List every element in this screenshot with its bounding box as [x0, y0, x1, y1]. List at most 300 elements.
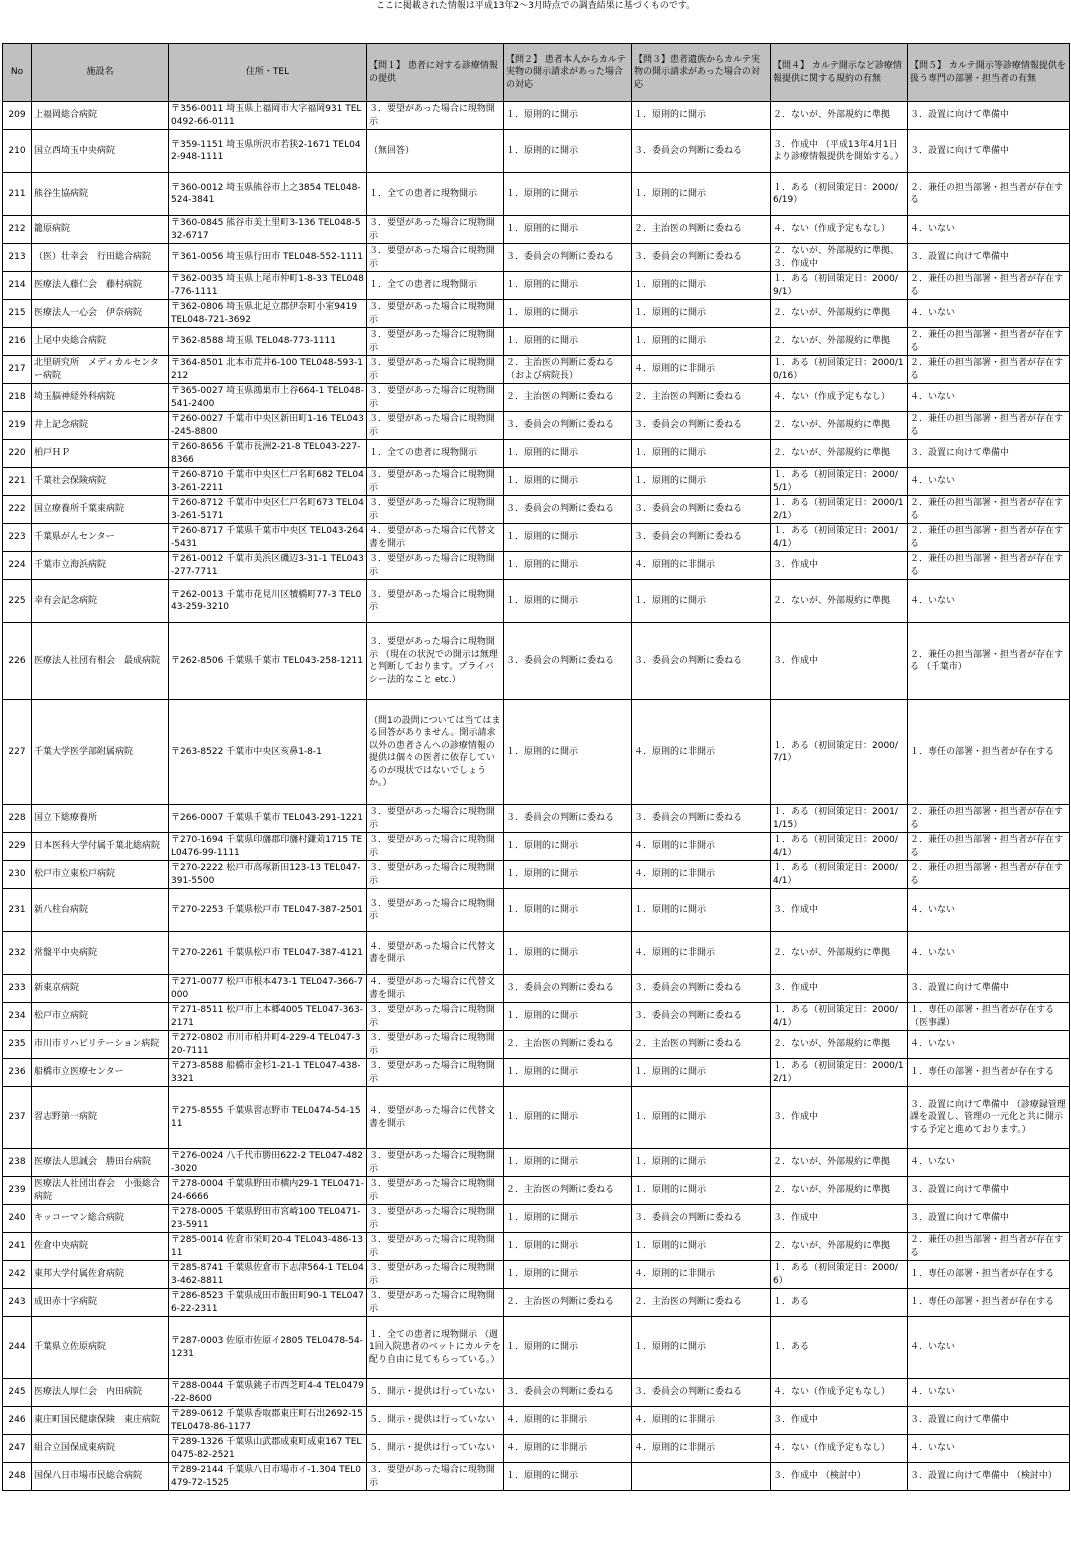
cell-address-tel: 〒266-0007 千葉県千葉市 TEL043-291-1221 [169, 805, 367, 833]
cell-q1: ３．要望があった場合に現物開示 （現在の状況での開示は無理と判断しております。プライバシー法的なこと etc.） [367, 623, 504, 700]
cell-no: 229 [3, 833, 32, 861]
cell-no: 235 [3, 1031, 32, 1059]
cell-q2: １．原則的に開示 [504, 130, 632, 173]
cell-q5: ４．いない [908, 580, 1070, 623]
cell-q4: ３．作成中 [771, 1087, 908, 1149]
cell-facility-name: 常盤平中央病院 [32, 932, 169, 975]
cell-q3: ４．原則的に非開示 [632, 1261, 771, 1289]
cell-q2: ４．原則的に非開示 [504, 1435, 632, 1463]
cell-q4: ４．ない（作成予定もなし） [771, 216, 908, 244]
cell-no: 244 [3, 1317, 32, 1379]
cell-q2: ３．委員会の判断に委ねる [504, 496, 632, 524]
cell-q3: １．原則的に開示 [632, 440, 771, 468]
cell-q3: ２．主治医の判断に委ねる [632, 1031, 771, 1059]
cell-q4: ２．ないが、外部規約に準拠 [771, 328, 908, 356]
table-row [3, 272, 1070, 300]
cell-address-tel: 〒364-8501 北本市荒井6-100 TEL048-593-1212 [169, 356, 367, 384]
cell-q1: １．全ての患者に現物開示 （週1回入院患者のベットにカルテを配り自由に見てもらっている。） [367, 1317, 504, 1379]
cell-q3: ３．委員会の判断に委ねる [632, 412, 771, 440]
cell-facility-name: 船橋市立医療センター [32, 1059, 169, 1087]
cell-address-tel: 〒356-0011 埼玉県上福岡市大字福岡931 TEL0492-66-0111 [169, 102, 367, 130]
cell-q2: １．原則的に開示 [504, 102, 632, 130]
cell-q3: １．原則的に開示 [632, 300, 771, 328]
cell-q5: ２．兼任の担当部署・担当者が存在する [908, 833, 1070, 861]
cell-no: 225 [3, 580, 32, 623]
cell-facility-name: 東庄町国民健康保険 東庄病院 [32, 1407, 169, 1435]
cell-address-tel: 〒289-2144 千葉県八日市場市イ-1.304 TEL0479-72-1525 [169, 1463, 367, 1491]
cell-q5: ３．設置に向けて準備中 [908, 440, 1070, 468]
cell-q3: ３．委員会の判断に委ねる [632, 975, 771, 1003]
cell-facility-name: 医療法人一心会 伊奈病院 [32, 300, 169, 328]
table-row [3, 1059, 1070, 1087]
cell-q4: １．ある（初回策定日：2000/6） [771, 1261, 908, 1289]
cell-q3: １．原則的に開示 [632, 1149, 771, 1177]
cell-facility-name: 北里研究所 メディカルセンター病院 [32, 356, 169, 384]
cell-q3: ４．原則的に非開示 [632, 932, 771, 975]
cell-facility-name: 国立下総療養所 [32, 805, 169, 833]
cell-q2: ２．主治医の判断に委ねる [504, 1031, 632, 1059]
cell-q3: ４．原則的に非開示 [632, 552, 771, 580]
cell-q3: ３．委員会の判断に委ねる [632, 524, 771, 552]
cell-q4: １．ある（初回策定日：2001/1/15） [771, 805, 908, 833]
cell-q5: ４．いない [908, 1435, 1070, 1463]
cell-no: 241 [3, 1233, 32, 1261]
cell-q2: １．原則的に開示 [504, 1087, 632, 1149]
cell-q2: １．原則的に開示 [504, 932, 632, 975]
cell-q4: ４．ない（作成予定もなし） [771, 384, 908, 412]
cell-facility-name: 国立療養所千葉東病院 [32, 496, 169, 524]
table-row [3, 1031, 1070, 1059]
header-q2: 【問２】 患者本人からカルテ実物の開示請求があった場合の対応 [504, 44, 632, 102]
cell-q3: ４．原則的に非開示 [632, 700, 771, 805]
cell-q1: ３．要望があった場合に現物開示 [367, 496, 504, 524]
cell-q4: ２．ないが、外部規約に準拠 [771, 580, 908, 623]
cell-q2: １．原則的に開示 [504, 216, 632, 244]
header-q4: 【問４】 カルテ開示など診療情報提供に関する規約の有無 [771, 44, 908, 102]
cell-q2: １．原則的に開示 [504, 833, 632, 861]
cell-q3: ４．原則的に非開示 [632, 356, 771, 384]
cell-q4: １．ある [771, 1289, 908, 1317]
cell-q1: ４．要望があった場合に代替文書を開示 [367, 932, 504, 975]
table-row [3, 244, 1070, 272]
cell-address-tel: 〒286-8523 千葉県成田市飯田町90-1 TEL0476-22-2311 [169, 1289, 367, 1317]
table-row [3, 623, 1070, 700]
cell-q5: １．専任の部署・担当者が存在する [908, 1059, 1070, 1087]
cell-q1: ３．要望があった場合に現物開示 [367, 861, 504, 889]
cell-q1: ３．要望があった場合に現物開示 [367, 889, 504, 932]
cell-q4: １．ある（初回策定日：2000/10/16） [771, 356, 908, 384]
table-row [3, 1379, 1070, 1407]
table-row [3, 580, 1070, 623]
cell-q2: １．原則的に開示 [504, 700, 632, 805]
cell-q3: ３．委員会の判断に委ねる [632, 244, 771, 272]
cell-facility-name: 埼玉脳神経外科病院 [32, 384, 169, 412]
cell-q3: ３．委員会の判断に委ねる [632, 623, 771, 700]
cell-q3: ２．主治医の判断に委ねる [632, 384, 771, 412]
table-row [3, 1261, 1070, 1289]
cell-address-tel: 〒260-8712 千葉市中央区仁戸名町673 TEL043-261-5171 [169, 496, 367, 524]
cell-q1: ５．開示・提供は行っていない [367, 1407, 504, 1435]
cell-no: 248 [3, 1463, 32, 1491]
table-row [3, 833, 1070, 861]
cell-address-tel: 〒359-1151 埼玉県所沢市若狭2-1671 TEL042-948-1111 [169, 130, 367, 173]
cell-q5: ４．いない [908, 1149, 1070, 1177]
cell-q2: １．原則的に開示 [504, 1317, 632, 1379]
cell-q2: １．原則的に開示 [504, 1003, 632, 1031]
cell-q2: １．原則的に開示 [504, 580, 632, 623]
cell-address-tel: 〒270-2253 千葉県松戸市 TEL047-387-2501 [169, 889, 367, 932]
cell-q4: １．ある（初回策定日：2000/7/1） [771, 700, 908, 805]
table-row [3, 805, 1070, 833]
cell-q4: ３．作成中 [771, 552, 908, 580]
cell-q4: ３．作成中 [771, 889, 908, 932]
cell-q1: ３．要望があった場合に現物開示 [367, 833, 504, 861]
table-row [3, 356, 1070, 384]
cell-q1: （問1の設問については当てはまる回答がありません。開示請求以外の患者さんへの診療情報の提供は個々の医者に依存しているのが現状ではないでしょうか。） [367, 700, 504, 805]
cell-facility-name: 日本医科大学付属千葉北総病院 [32, 833, 169, 861]
cell-address-tel: 〒261-0012 千葉市美浜区磯辺3-31-1 TEL043-277-7711 [169, 552, 367, 580]
cell-no: 220 [3, 440, 32, 468]
cell-q2: ３．委員会の判断に委ねる [504, 1379, 632, 1407]
cell-q4: ３．作成中 （平成13年4月1日より診療情報提供を開始する。） [771, 130, 908, 173]
cell-q5: １．専任の部署・担当者が存在する [908, 1261, 1070, 1289]
cell-q5: ２．兼任の担当部署・担当者が存在する [908, 861, 1070, 889]
table-row [3, 1205, 1070, 1233]
table-row [3, 328, 1070, 356]
cell-no: 212 [3, 216, 32, 244]
table-row [3, 932, 1070, 975]
cell-q4: １．ある（初回策定日：2000/5/1） [771, 468, 908, 496]
cell-no: 210 [3, 130, 32, 173]
cell-q4: ２．ないが、外部規約に準拠 [771, 1149, 908, 1177]
cell-q2: １．原則的に開示 [504, 1463, 632, 1491]
cell-q1: ３．要望があった場合に現物開示 [367, 1059, 504, 1087]
cell-q1: ３．要望があった場合に現物開示 [367, 1233, 504, 1261]
cell-facility-name: 上尾中央総合病院 [32, 328, 169, 356]
cell-address-tel: 〒287-0003 佐原市佐原イ2805 TEL0478-54-1231 [169, 1317, 367, 1379]
cell-q1: ３．要望があった場合に現物開示 [367, 580, 504, 623]
cell-q3 [632, 1463, 771, 1491]
cell-q4: ２．ないが、外部規約に準拠 [771, 1031, 908, 1059]
table-row [3, 1177, 1070, 1205]
cell-q3: ３．委員会の判断に委ねる [632, 1003, 771, 1031]
cell-q5: ３．設置に向けて準備中 [908, 244, 1070, 272]
header-q1: 【問１】 患者に対する診療情報の提供 [367, 44, 504, 102]
cell-no: 226 [3, 623, 32, 700]
table-row [3, 173, 1070, 216]
cell-q3: ３．委員会の判断に委ねる [632, 805, 771, 833]
cell-q4: ４．ない（作成予定もなし） [771, 1379, 908, 1407]
cell-q5: ２．兼任の担当部署・担当者が存在する [908, 328, 1070, 356]
cell-q1: ３．要望があった場合に現物開示 [367, 328, 504, 356]
cell-q3: ３．委員会の判断に委ねる [632, 1379, 771, 1407]
cell-no: 222 [3, 496, 32, 524]
cell-q3: ２．主治医の判断に委ねる [632, 216, 771, 244]
cell-q5: ３．設置に向けて準備中 （検討中） [908, 1463, 1070, 1491]
cell-q3: １．原則的に開示 [632, 173, 771, 216]
table-row [3, 216, 1070, 244]
cell-q3: １．原則的に開示 [632, 889, 771, 932]
cell-q2: １．原則的に開示 [504, 1233, 632, 1261]
cell-q1: ４．要望があった場合に代替文書を開示 [367, 975, 504, 1003]
cell-q1: ３．要望があった場合に現物開示 [367, 1003, 504, 1031]
table-row [3, 975, 1070, 1003]
cell-q3: １．原則的に開示 [632, 272, 771, 300]
cell-no: 218 [3, 384, 32, 412]
cell-address-tel: 〒289-1326 千葉県山武郡成東町成東167 TEL0475-82-2521 [169, 1435, 367, 1463]
cell-q1: １．全ての患者に現物開示 [367, 173, 504, 216]
cell-facility-name: 習志野第一病院 [32, 1087, 169, 1149]
cell-q5: ３．設置に向けて準備中 （診療録管理課を設置し、管理の一元化と共に開示する予定と進めております。） [908, 1087, 1070, 1149]
cell-q4: ３．作成中 [771, 623, 908, 700]
cell-q5: ３．設置に向けて準備中 [908, 1407, 1070, 1435]
cell-address-tel: 〒360-0845 熊谷市美土里町3-136 TEL048-532-6717 [169, 216, 367, 244]
cell-q4: １．ある（初回策定日：2000/4/1） [771, 861, 908, 889]
cell-facility-name: キッコーマン総合病院 [32, 1205, 169, 1233]
cell-q1: ３．要望があった場合に現物開示 [367, 805, 504, 833]
cell-no: 238 [3, 1149, 32, 1177]
cell-facility-name: 熊谷生協病院 [32, 173, 169, 216]
cell-q5: ２．兼任の担当部署・担当者が存在する [908, 496, 1070, 524]
cell-no: 228 [3, 805, 32, 833]
cell-q3: １．原則的に開示 [632, 1177, 771, 1205]
table-row [3, 1289, 1070, 1317]
cell-q5: ４．いない [908, 1379, 1070, 1407]
cell-facility-name: 佐倉中央病院 [32, 1233, 169, 1261]
cell-q2: ３．委員会の判断に委ねる [504, 244, 632, 272]
cell-address-tel: 〒276-0024 八千代市勝田622-2 TEL047-482-3020 [169, 1149, 367, 1177]
table-row [3, 300, 1070, 328]
cell-address-tel: 〒273-8588 船橋市金杉1-21-1 TEL047-438-3321 [169, 1059, 367, 1087]
cell-q2: ３．委員会の判断に委ねる [504, 805, 632, 833]
cell-q3: ４．原則的に非開示 [632, 1435, 771, 1463]
cell-q1: ３．要望があった場合に現物開示 [367, 1031, 504, 1059]
cell-q4: ３．作成中 [771, 1407, 908, 1435]
cell-no: 240 [3, 1205, 32, 1233]
cell-address-tel: 〒361-0056 埼玉県行田市 TEL048-552-1111 [169, 244, 367, 272]
cell-facility-name: 医療法人厚仁会 内田病院 [32, 1379, 169, 1407]
cell-q4: １．ある（初回策定日：2000/4/1） [771, 1003, 908, 1031]
cell-q4: ２．ないが、外部規約に準拠 [771, 300, 908, 328]
cell-facility-name: 国保八日市場市民総合病院 [32, 1463, 169, 1491]
cell-q1: ４．要望があった場合に代替文書を開示 [367, 524, 504, 552]
cell-q3: ３．委員会の判断に委ねる [632, 496, 771, 524]
cell-q1: ３．要望があった場合に現物開示 [367, 468, 504, 496]
cell-q5: ３．設置に向けて準備中 [908, 130, 1070, 173]
cell-q4: １．ある（初回策定日：2000/4/1） [771, 833, 908, 861]
cell-q5: ２．兼任の担当部署・担当者が存在する [908, 412, 1070, 440]
table-row [3, 1463, 1070, 1491]
cell-q4: １．ある（初回策定日：2000/12/1） [771, 496, 908, 524]
cell-address-tel: 〒285-8741 千葉県佐倉市下志津564-1 TEL043-462-8811 [169, 1261, 367, 1289]
cell-q3: １．原則的に開示 [632, 1059, 771, 1087]
table-row [3, 130, 1070, 173]
cell-q2: １．原則的に開示 [504, 1149, 632, 1177]
cell-no: 231 [3, 889, 32, 932]
table-row [3, 496, 1070, 524]
table-row [3, 384, 1070, 412]
cell-q5: ２．兼任の担当部署・担当者が存在する [908, 552, 1070, 580]
header-no: No [3, 44, 32, 102]
cell-q3: ４．原則的に非開示 [632, 1407, 771, 1435]
cell-q5: ２．兼任の担当部署・担当者が存在する （千葉市） [908, 623, 1070, 700]
cell-address-tel: 〒289-0612 千葉県香取郡東庄町石出2692-15 TEL0478-86-1177 [169, 1407, 367, 1435]
cell-q1: ３．要望があった場合に現物開示 [367, 1149, 504, 1177]
header-q5: 【問５】 カルテ開示等診療情報提供を扱う専門の部署・担当者の有無 [908, 44, 1070, 102]
cell-address-tel: 〒288-0044 千葉県銚子市西芝町4-4 TEL0479-22-8600 [169, 1379, 367, 1407]
table-row [3, 468, 1070, 496]
cell-q4: ２．ないが、外部規約に準拠 [771, 1233, 908, 1261]
cell-q5: １．専任の部署・担当者が存在する [908, 1289, 1070, 1317]
cell-no: 239 [3, 1177, 32, 1205]
cell-facility-name: （医）壮幸会 行田総合病院 [32, 244, 169, 272]
cell-q3: １．原則的に開示 [632, 1233, 771, 1261]
cell-facility-name: 上福岡総合病院 [32, 102, 169, 130]
cell-q5: ２．兼任の担当部署・担当者が存在する [908, 272, 1070, 300]
cell-q2: １．原則的に開示 [504, 1205, 632, 1233]
cell-q4: ２．ないが、外部規約に準拠 [771, 1177, 908, 1205]
cell-q4: １．ある（初回策定日：2000/12/1） [771, 1059, 908, 1087]
cell-q5: ４．いない [908, 889, 1070, 932]
cell-address-tel: 〒278-0005 千葉県野田市宮崎100 TEL0471-23-5911 [169, 1205, 367, 1233]
cell-q1: ３．要望があった場合に現物開示 [367, 1177, 504, 1205]
cell-facility-name: 籠原病院 [32, 216, 169, 244]
cell-q2: １．原則的に開示 [504, 272, 632, 300]
cell-q2: １．原則的に開示 [504, 440, 632, 468]
cell-no: 209 [3, 102, 32, 130]
cell-q2: ３．委員会の判断に委ねる [504, 975, 632, 1003]
cell-q2: ３．委員会の判断に委ねる [504, 623, 632, 700]
cell-q5: ４．いない [908, 216, 1070, 244]
cell-q1: ３．要望があった場合に現物開示 [367, 356, 504, 384]
cell-q5: ３．設置に向けて準備中 [908, 102, 1070, 130]
cell-address-tel: 〒365-0027 埼玉県鴻巣市上谷664-1 TEL048-541-2400 [169, 384, 367, 412]
cell-address-tel: 〒260-8656 千葉市長洲2-21-8 TEL043-227-8366 [169, 440, 367, 468]
table-row [3, 1003, 1070, 1031]
cell-address-tel: 〒270-2222 松戸市高塚新田123-13 TEL047-391-5500 [169, 861, 367, 889]
cell-no: 242 [3, 1261, 32, 1289]
cell-q1: １．全ての患者に現物開示 [367, 272, 504, 300]
cell-q4: ２．ないが、外部規約に準拠 [771, 440, 908, 468]
cell-q5: １．専任の部署・担当者が存在する [908, 700, 1070, 805]
cell-q5: ４．いない [908, 932, 1070, 975]
cell-q4: ４．ない（作成予定もなし） [771, 1435, 908, 1463]
cell-address-tel: 〒278-0004 千葉県野田市横内29-1 TEL0471-24-6666 [169, 1177, 367, 1205]
table-row [3, 1149, 1070, 1177]
header-address-tel: 住所・TEL [169, 44, 367, 102]
cell-q4: ３．作成中 （検討中） [771, 1463, 908, 1491]
hospital-survey-table [2, 43, 1070, 1491]
cell-q1: ３．要望があった場合に現物開示 [367, 102, 504, 130]
cell-q5: ２．兼任の担当部署・担当者が存在する [908, 1233, 1070, 1261]
cell-address-tel: 〒260-8710 千葉市中央区仁戸名町682 TEL043-261-2211 [169, 468, 367, 496]
cell-facility-name: 医療法人藤仁会 藤村病院 [32, 272, 169, 300]
cell-no: 223 [3, 524, 32, 552]
cell-q5: ４．いない [908, 468, 1070, 496]
cell-q4: １．ある（初回策定日：2000/6/19） [771, 173, 908, 216]
cell-facility-name: 国立西埼玉中央病院 [32, 130, 169, 173]
cell-q2: ４．原則的に非開示 [504, 1407, 632, 1435]
cell-q4: ２．ないが、外部規約に準拠 [771, 102, 908, 130]
cell-q5: １．専任の部署・担当者が存在する （医事課） [908, 1003, 1070, 1031]
cell-q1: １．全ての患者に現物開示 [367, 440, 504, 468]
cell-q2: １．原則的に開示 [504, 300, 632, 328]
cell-q2: １．原則的に開示 [504, 1261, 632, 1289]
cell-q1: ３．要望があった場合に現物開示 [367, 552, 504, 580]
cell-no: 215 [3, 300, 32, 328]
cell-no: 230 [3, 861, 32, 889]
table-row [3, 102, 1070, 130]
cell-q1: ５．開示・提供は行っていない [367, 1379, 504, 1407]
cell-q3: １．原則的に開示 [632, 468, 771, 496]
cell-q3: １．原則的に開示 [632, 1087, 771, 1149]
cell-no: 213 [3, 244, 32, 272]
cell-q3: ３．委員会の判断に委ねる [632, 130, 771, 173]
cell-q3: １．原則的に開示 [632, 1317, 771, 1379]
cell-q4: １．ある（初回策定日：2000/9/1） [771, 272, 908, 300]
cell-q2: ２．主治医の判断に委ねる（および病院長） [504, 356, 632, 384]
cell-no: 232 [3, 932, 32, 975]
cell-no: 246 [3, 1407, 32, 1435]
cell-facility-name: 松戸市立病院 [32, 1003, 169, 1031]
cell-q2: ２．主治医の判断に委ねる [504, 384, 632, 412]
cell-no: 236 [3, 1059, 32, 1087]
cell-q2: １．原則的に開示 [504, 468, 632, 496]
cell-q3: １．原則的に開示 [632, 328, 771, 356]
cell-facility-name: 千葉社会保険病院 [32, 468, 169, 496]
cell-no: 211 [3, 173, 32, 216]
cell-q1: ３．要望があった場合に現物開示 [367, 1289, 504, 1317]
cell-q2: １．原則的に開示 [504, 173, 632, 216]
cell-facility-name: 市川市リハビリテーション病院 [32, 1031, 169, 1059]
table-row [3, 1435, 1070, 1463]
cell-q5: ３．設置に向けて準備中 [908, 1205, 1070, 1233]
cell-address-tel: 〒270-2261 千葉県松戸市 TEL047-387-4121 [169, 932, 367, 975]
cell-q5: ４．いない [908, 384, 1070, 412]
cell-q4: １．ある（初回策定日：2001/4/1） [771, 524, 908, 552]
survey-note: ここに掲載された情報は平成13年2〜3月時点での調査結果に基づくものです。 [375, 1, 696, 11]
cell-q1: ３．要望があった場合に現物開示 [367, 300, 504, 328]
cell-q4: ２．ないが、外部規約に準拠 [771, 932, 908, 975]
cell-q1: （無回答） [367, 130, 504, 173]
cell-q5: ２．兼任の担当部署・担当者が存在する [908, 356, 1070, 384]
cell-q1: ３．要望があった場合に現物開示 [367, 216, 504, 244]
cell-facility-name: 成田赤十字病院 [32, 1289, 169, 1317]
cell-address-tel: 〒260-0027 千葉市中央区新田町1-16 TEL043-245-8800 [169, 412, 367, 440]
cell-q2: １．原則的に開示 [504, 328, 632, 356]
cell-no: 219 [3, 412, 32, 440]
cell-q4: １．ある [771, 1317, 908, 1379]
cell-no: 216 [3, 328, 32, 356]
table-row [3, 552, 1070, 580]
cell-q2: １．原則的に開示 [504, 1059, 632, 1087]
cell-no: 227 [3, 700, 32, 805]
cell-q2: ２．主治医の判断に委ねる [504, 1289, 632, 1317]
cell-q4: ３．作成中 [771, 1205, 908, 1233]
cell-q2: １．原則的に開示 [504, 889, 632, 932]
cell-q2: ３．委員会の判断に委ねる [504, 412, 632, 440]
cell-q3: １．原則的に開示 [632, 102, 771, 130]
cell-address-tel: 〒362-0035 埼玉県上尾市仲町1-8-33 TEL048-776-1111 [169, 272, 367, 300]
cell-no: 224 [3, 552, 32, 580]
cell-facility-name: 医療法人社団有相会 最成病院 [32, 623, 169, 700]
cell-address-tel: 〒275-8555 千葉県習志野市 TEL0474-54-1511 [169, 1087, 367, 1149]
cell-facility-name: 松戸市立東松戸病院 [32, 861, 169, 889]
cell-q2: １．原則的に開示 [504, 552, 632, 580]
cell-facility-name: 東邦大学付属佐倉病院 [32, 1261, 169, 1289]
cell-address-tel: 〒262-8506 千葉県千葉市 TEL043-258-1211 [169, 623, 367, 700]
cell-facility-name: 医療法人社団出春会 小張総合病院 [32, 1177, 169, 1205]
